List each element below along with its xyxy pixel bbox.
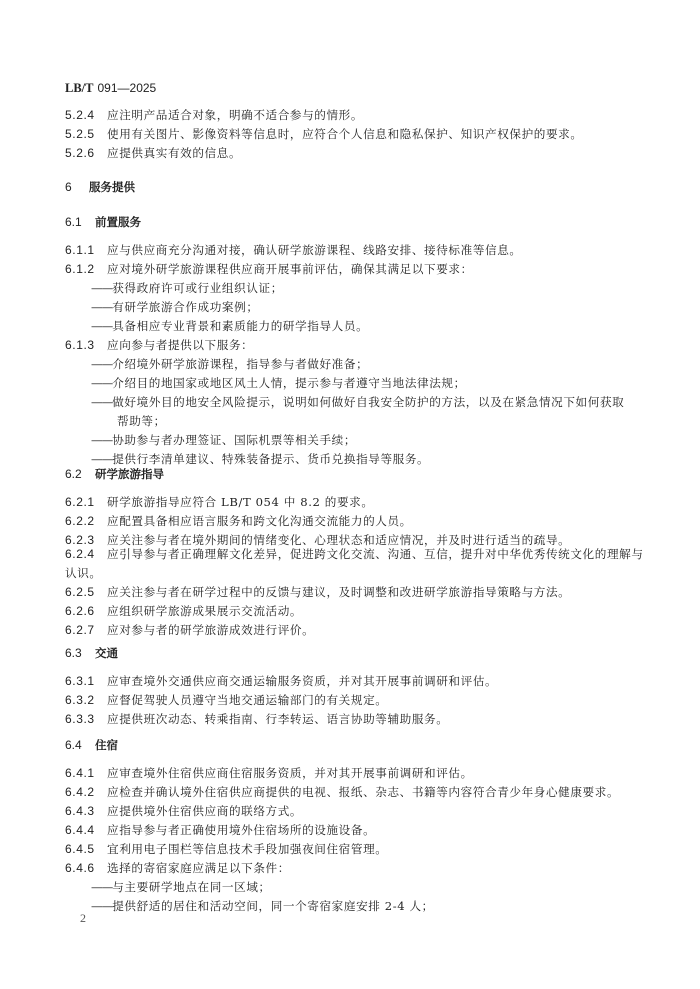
dash-bullet: —— <box>91 319 113 333</box>
section-number: 6.3 <box>65 646 82 660</box>
clause-text: 应引导参与者正确理解文化差异，促进跨文化交流、沟通、互信，提升对中华优秀传统文化的理解与 <box>107 547 644 561</box>
section-number: 6.4 <box>65 738 82 752</box>
page-number: 2 <box>80 911 86 925</box>
clause-text: 应组织研学旅游成果展示交流活动。 <box>107 604 303 618</box>
clause-6-3-2 <box>65 692 387 708</box>
list-item-text: 获得政府许可或行业组织认证； <box>112 281 283 295</box>
clause-text: 应关注参与者在境外期间的情绪变化、心理状态和适应情况，并及时进行适当的疏导。 <box>107 533 571 547</box>
list-item <box>91 318 368 334</box>
clause-6-1-1 <box>65 242 522 258</box>
clause-number: 6.4.6 <box>65 861 95 875</box>
list-item-text: 提供舒适的居住和活动空间，同一个寄宿家庭安排 2-4 人； <box>112 899 434 913</box>
clause-text: 应指导参与者正确使用境外住宿场所的设施设备。 <box>107 823 376 837</box>
clause-number: 6.1.1 <box>65 243 95 257</box>
clause-text: 应提供境外住宿供应商的联络方式。 <box>107 804 303 818</box>
list-item-text: 具备相应专业背景和素质能力的研学指导人员。 <box>112 319 369 333</box>
clause-6-4-4 <box>65 822 375 838</box>
clause-number: 6.2.3 <box>65 533 95 547</box>
list-item <box>91 280 283 296</box>
dash-bullet: —— <box>91 357 113 371</box>
list-item <box>91 394 624 410</box>
list-item-text: 做好境外目的地安全风险提示，说明如何做好自我安全防护的方法，以及在紧急情况下如何获取 <box>112 395 625 409</box>
standard-prefix: LB/T <box>65 81 94 95</box>
clause-text: 应提供真实有效的信息。 <box>107 146 242 160</box>
clause-number: 6.4.2 <box>65 785 95 799</box>
clause-number: 6.2.6 <box>65 604 95 618</box>
section-6-4-heading <box>65 737 118 753</box>
section-title: 住宿 <box>95 738 118 752</box>
list-item-text: 介绍境外研学旅游课程，指导参与者做好准备； <box>112 357 369 371</box>
clause-number: 6.3.2 <box>65 693 95 707</box>
dash-bullet: —— <box>91 376 113 390</box>
dash-bullet: —— <box>91 281 113 295</box>
clause-number: 6.4.5 <box>65 842 95 856</box>
list-item-continuation: 帮助等； <box>117 414 166 428</box>
clause-6-4-2 <box>65 784 619 800</box>
clause-text: 使用有关图片、影像资料等信息时，应符合个人信息和隐私保护、知识产权保护的要求。 <box>107 127 583 141</box>
clause-text: 宜利用电子围栏等信息技术手段加强夜间住宿管理。 <box>107 842 388 856</box>
clause-number: 6.4.3 <box>65 804 95 818</box>
list-item-text: 有研学旅游合作成功案例； <box>112 300 259 314</box>
list-item-text: 与主要研学地点在同一区域； <box>112 880 271 894</box>
clause-text: 应审查境外住宿供应商住宿服务资质，并对其开展事前调研和评估。 <box>107 766 473 780</box>
dash-bullet: —— <box>91 899 113 913</box>
clause-number: 6.4.1 <box>65 766 95 780</box>
clause-text: 应关注参与者在研学过程中的反馈与建议，及时调整和改进研学旅游指导策略与方法。 <box>107 585 571 599</box>
clause-text: 应提供班次动态、转乘指南、行李转运、语言协助等辅助服务。 <box>107 712 449 726</box>
clause-continuation: 认识。 <box>65 566 102 580</box>
clause-6-1-3 <box>65 337 253 353</box>
clause-text: 研学旅游指导应符合 LB/T 054 中 8.2 的要求。 <box>107 495 374 509</box>
clause-text: 应与供应商充分沟通对接，确认研学旅游课程、线路安排、接待标准等信息。 <box>107 243 522 257</box>
section-title: 研学旅游指导 <box>95 467 164 481</box>
clause-text: 应督促驾驶人员遵守当地交通运输部门的有关规定。 <box>107 693 388 707</box>
clause-6-3-1 <box>65 673 497 689</box>
clause-number: 6.1.2 <box>65 262 95 276</box>
standard-number: 091—2025 <box>97 81 157 95</box>
clause-6-4-1 <box>65 765 473 781</box>
clause-text: 应检查并确认境外住宿供应商提供的电视、报纸、杂志、书籍等内容符合青少年身心健康要求。 <box>107 785 620 799</box>
section-number: 6.2 <box>65 467 82 481</box>
section-6-1-heading <box>65 214 141 230</box>
list-item <box>91 432 356 448</box>
list-item <box>91 879 271 895</box>
dash-bullet: —— <box>91 395 113 409</box>
list-item <box>91 898 434 914</box>
section-number: 6.1 <box>65 215 82 229</box>
dash-bullet: —— <box>91 433 113 447</box>
clause-number: 6.3.3 <box>65 712 95 726</box>
clause-number: 6.2.5 <box>65 585 95 599</box>
clause-5-2-6 <box>65 145 241 161</box>
list-item-text: 协助参与者办理签证、国际机票等相关手续； <box>112 433 357 447</box>
chapter-number: 6 <box>65 180 72 194</box>
clause-6-4-6 <box>65 860 290 876</box>
list-item <box>91 299 259 315</box>
clause-6-2-4 <box>65 546 644 562</box>
clause-number: 5.2.4 <box>65 108 95 122</box>
clause-number: 5.2.6 <box>65 146 95 160</box>
clause-number: 6.3.1 <box>65 674 95 688</box>
clause-6-2-6 <box>65 603 302 619</box>
clause-text: 选择的寄宿家庭应满足以下条件： <box>107 861 290 875</box>
section-6-3-heading <box>65 645 118 661</box>
clause-text: 应注明产品适合对象，明确不适合参与的情形。 <box>107 108 364 122</box>
clause-5-2-5 <box>65 126 583 142</box>
dash-bullet: —— <box>91 300 113 314</box>
clause-6-2-1 <box>65 494 374 510</box>
clause-6-2-5 <box>65 584 570 600</box>
clause-text: 应对境外研学旅游课程供应商开展事前评估，确保其满足以下要求： <box>107 262 473 276</box>
clause-number: 6.2.4 <box>65 547 95 561</box>
clause-6-2-2 <box>65 513 412 529</box>
dash-bullet: —— <box>91 452 113 466</box>
standard-header <box>65 80 156 96</box>
clause-6-3-3 <box>65 711 448 727</box>
clause-5-2-4 <box>65 107 363 123</box>
chapter-title: 服务提供 <box>89 180 135 194</box>
list-item <box>91 451 429 467</box>
clause-number: 6.2.2 <box>65 514 95 528</box>
clause-6-4-5 <box>65 841 387 857</box>
clause-text: 应配置具备相应语言服务和跨文化沟通交流能力的人员。 <box>107 514 412 528</box>
clause-6-2-7 <box>65 622 314 638</box>
clause-number: 6.2.7 <box>65 623 95 637</box>
clause-number: 6.2.1 <box>65 495 95 509</box>
section-title: 前置服务 <box>95 215 141 229</box>
clause-number: 5.2.5 <box>65 127 95 141</box>
clause-number: 6.4.4 <box>65 823 95 837</box>
clause-text: 应审查境外交通供应商交通运输服务资质，并对其开展事前调研和评估。 <box>107 674 498 688</box>
clause-6-1-2 <box>65 261 473 277</box>
section-6-2-heading <box>65 466 164 482</box>
list-item-text: 介绍目的地国家或地区风土人情，提示参与者遵守当地法律法规； <box>112 376 466 390</box>
list-item-text: 提供行李清单建议、特殊装备提示、货币兑换指导等服务。 <box>112 452 430 466</box>
clause-6-4-3 <box>65 803 302 819</box>
clause-number: 6.1.3 <box>65 338 95 352</box>
clause-text: 应向参与者提供以下服务： <box>107 338 254 352</box>
list-item <box>91 375 466 391</box>
chapter-6-heading <box>65 179 135 195</box>
section-title: 交通 <box>95 646 118 660</box>
dash-bullet: —— <box>91 880 113 894</box>
list-item <box>91 356 368 372</box>
clause-text: 应对参与者的研学旅游成效进行评价。 <box>107 623 315 637</box>
